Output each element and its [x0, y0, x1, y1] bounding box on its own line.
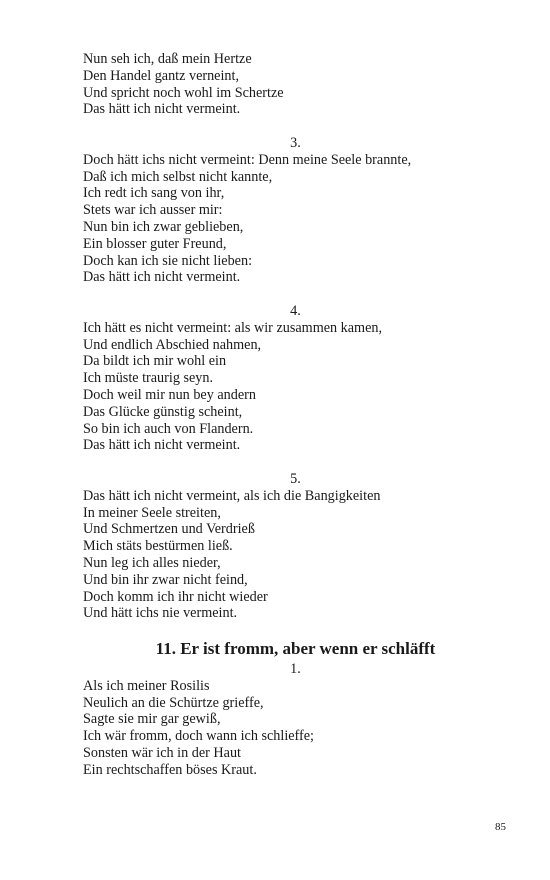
verse-line: Doch komm ich ihr nicht wieder: [83, 588, 268, 605]
verse-line: Und spricht noch wohl im Schertze: [83, 84, 284, 101]
verse-line: In meiner Seele streiten,: [83, 504, 221, 521]
verse-line: Da bildt ich mir wohl ein: [83, 353, 227, 370]
stanza-number: 4.: [290, 302, 301, 319]
verse-line: Sagte sie mir gar gewiß,: [83, 711, 221, 728]
verse-line: Den Handel gantz verneint,: [83, 67, 240, 84]
verse-line: Das hätt ich nicht vermeint, als ich die Bangigkeiten: [83, 487, 381, 504]
stanza-number: 1.: [290, 661, 301, 678]
verse-line: Das hätt ich nicht vermeint.: [83, 101, 241, 118]
verse-line: Und Schmertzen und Verdrieß: [83, 521, 255, 538]
stanza-5: [83, 488, 483, 622]
verse-line: Als ich meiner Rosilis: [83, 677, 210, 694]
stanza-number: 3.: [290, 134, 301, 151]
section-title: 11. Er ist fromm, aber wenn er schläfft: [155, 639, 436, 659]
verse-line: Doch weil mir nun bey andern: [83, 386, 256, 403]
poem-text: [83, 51, 483, 779]
verse-line: Nun leg ich alles nieder,: [83, 554, 221, 571]
stanza-number: 5.: [290, 470, 301, 487]
stanza-3: [83, 152, 483, 286]
stanza-4: [83, 320, 483, 454]
verse-line: Doch hätt ichs nicht vermeint: Denn meine Seele brannte,: [83, 151, 412, 168]
verse-line: Ich redt ich sang von ihr,: [83, 185, 225, 202]
verse-line: So bin ich auch von Flandern.: [83, 420, 254, 437]
verse-line: Ich hätt es nicht vermeint: als wir zusammen kamen,: [83, 319, 383, 336]
verse-line: Das Glücke günstig scheint,: [83, 403, 243, 420]
section-stanza-1: [83, 678, 483, 779]
stanza-continued: [83, 51, 483, 118]
verse-line: Neulich an die Schürtze grieffe,: [83, 694, 264, 711]
verse-line: Das hätt ich nicht vermeint.: [83, 269, 241, 286]
page-number: 85: [495, 821, 506, 833]
verse-line: Ich müste traurig seyn.: [83, 370, 214, 387]
verse-line: Und endlich Abschied nahmen,: [83, 336, 262, 353]
verse-line: Doch kan ich sie nicht lieben:: [83, 252, 253, 269]
verse-line: Mich stäts bestürmen ließ.: [83, 538, 233, 555]
verse-line: Nun bin ich zwar geblieben,: [83, 218, 244, 235]
verse-line: Daß ich mich selbst nicht kannte,: [83, 168, 273, 185]
verse-line: Und bin ihr zwar nicht feind,: [83, 571, 248, 588]
verse-line: Nun seh ich, daß mein Hertze: [83, 51, 252, 67]
verse-line: Ich wär fromm, doch wann ich schlieffe;: [83, 728, 314, 745]
verse-line: Ein blosser guter Freund,: [83, 235, 227, 252]
verse-line: Und hätt ichs nie vermeint.: [83, 605, 238, 622]
verse-line: Ein rechtschaffen böses Kraut.: [83, 761, 257, 778]
verse-line: Stets war ich ausser mir:: [83, 202, 223, 219]
verse-line: Das hätt ich nicht vermeint.: [83, 437, 241, 454]
verse-line: Sonsten wär ich in der Haut: [83, 745, 241, 762]
